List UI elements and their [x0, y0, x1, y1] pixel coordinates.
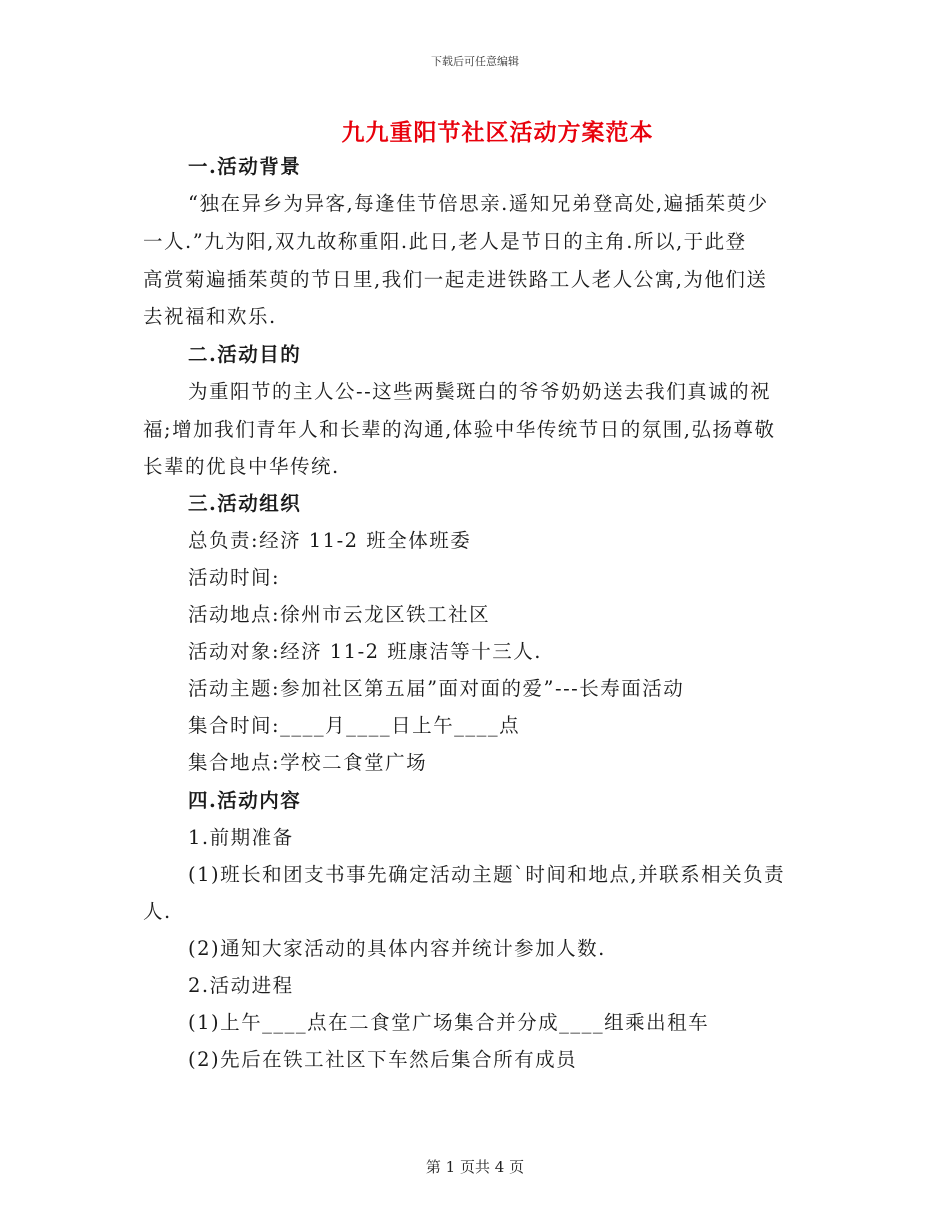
- organization-line-lead: 总负责:经济 11-2 班全体班委: [188, 529, 472, 552]
- page-footer: 第 1 页共 4 页: [425, 1158, 525, 1176]
- paragraph-line: 长辈的优良中华传统.: [143, 455, 340, 478]
- section-heading-content: 四.活动内容: [188, 789, 302, 812]
- paragraph-line: 高赏菊遍插茱萸的节日里,我们一起走进铁路工人老人公寓,为他们送: [143, 268, 768, 291]
- section-heading-organization: 三.活动组织: [188, 492, 302, 515]
- paragraph-line: “独在异乡为异客,每逢佳节倍思亲.遥知兄弟登高处,遍插茱萸少: [188, 192, 769, 215]
- paragraph-line: 去祝福和欢乐.: [143, 305, 277, 328]
- content-subheading-prep: 1.前期准备: [188, 826, 294, 849]
- organization-line-theme: 活动主题:参加社区第五届”面对面的爱”---长寿面活动: [188, 677, 685, 700]
- paragraph-line: 福;增加我们青年人和长辈的沟通,体验中华传统节日的氛围,弘扬尊敬: [143, 418, 776, 441]
- section-heading-background: 一.活动背景: [188, 155, 302, 178]
- organization-line-gather-time: 集合时间:____月____日上午____点: [188, 714, 521, 737]
- organization-line-place: 活动地点:徐州市云龙区铁工社区: [188, 603, 491, 626]
- content-item: (1)上午____点在二食堂广场集合并分成____组乘出租车: [188, 1011, 710, 1034]
- content-item: (1)班长和团支书事先确定活动主题`时间和地点,并联系相关负责: [188, 863, 786, 886]
- section-heading-purpose: 二.活动目的: [188, 343, 302, 366]
- paragraph-line: 一人.”九为阳,双九故称重阳.此日,老人是节日的主角.所以,于此登: [143, 230, 747, 253]
- document-title: 九九重阳节社区活动方案范本: [341, 119, 654, 146]
- paragraph-line: 为重阳节的主人公--这些两鬓斑白的爷爷奶奶送去我们真诚的祝: [188, 380, 772, 403]
- content-subheading-process: 2.活动进程: [188, 974, 294, 997]
- organization-line-gather-place: 集合地点:学校二食堂广场: [188, 751, 428, 774]
- organization-line-participants: 活动对象:经济 11-2 班康洁等十三人.: [188, 640, 542, 663]
- organization-line-time: 活动时间:: [188, 566, 281, 589]
- content-item: (2)先后在铁工社区下车然后集合所有成员: [188, 1048, 578, 1071]
- content-item-continuation: 人.: [143, 900, 172, 923]
- page-header-note: 下载后可任意编辑: [431, 55, 519, 68]
- content-item: (2)通知大家活动的具体内容并统计参加人数.: [188, 937, 606, 960]
